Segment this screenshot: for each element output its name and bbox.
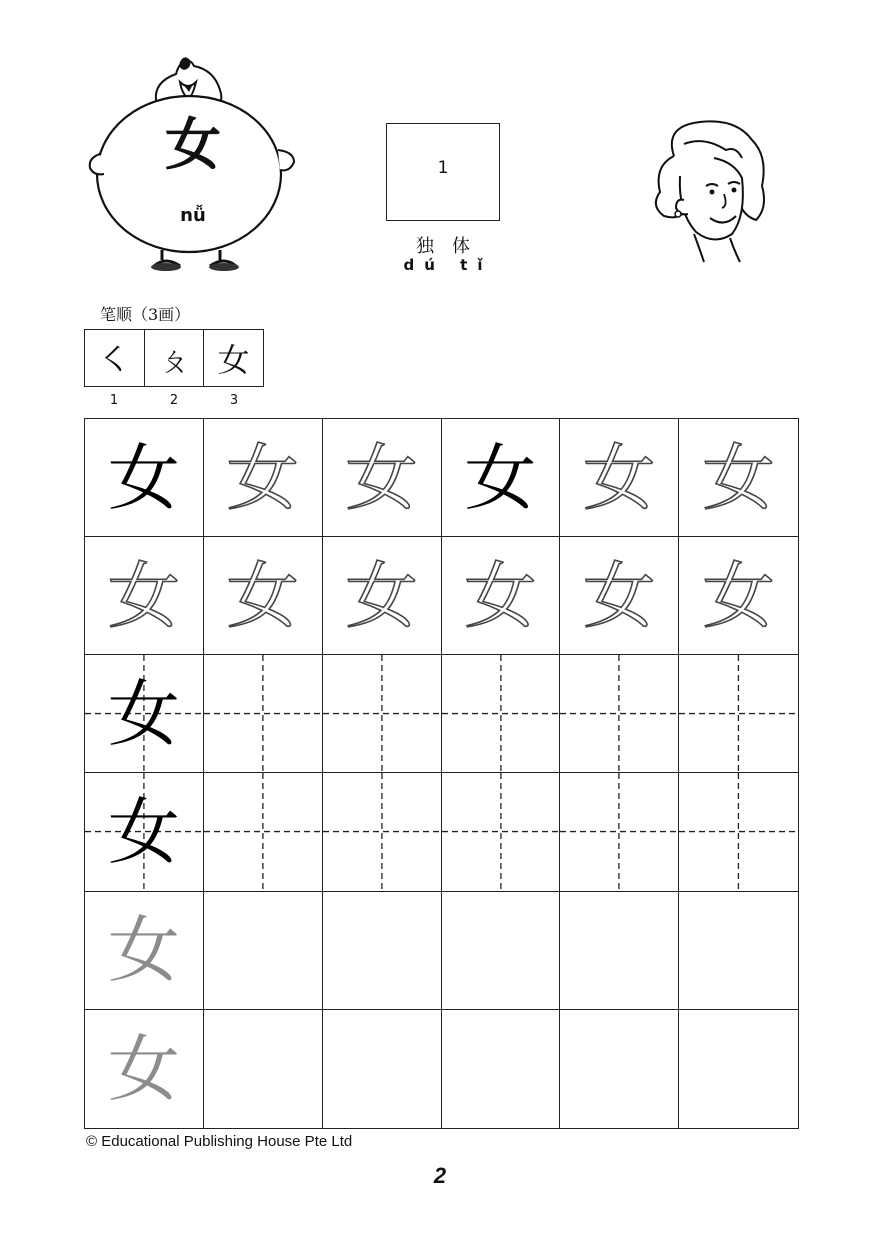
stroke-order-boxes xyxy=(84,329,264,387)
practice-cell[interactable] xyxy=(442,1010,561,1128)
practice-cell[interactable] xyxy=(560,655,679,773)
practice-character: 女 xyxy=(702,553,775,638)
practice-cell[interactable] xyxy=(442,419,561,537)
practice-cell[interactable] xyxy=(323,537,442,655)
level-number: 1 xyxy=(437,158,449,178)
stroke-order-title: 笔顺（3画） xyxy=(100,305,191,324)
practice-character: 女 xyxy=(107,435,180,520)
cell-guides xyxy=(560,655,678,772)
cell-guides xyxy=(323,773,441,890)
cell-guides xyxy=(442,655,560,772)
practice-cell[interactable] xyxy=(560,773,679,891)
cell-guides xyxy=(204,655,322,772)
stroke-step-1: ㇛ xyxy=(85,330,145,386)
practice-character: 女 xyxy=(464,435,537,520)
cell-guides xyxy=(679,655,798,772)
practice-cell[interactable] xyxy=(442,537,561,655)
practice-cell[interactable] xyxy=(323,773,442,891)
practice-grid xyxy=(84,418,799,1129)
practice-cell[interactable] xyxy=(204,773,323,891)
practice-cell[interactable] xyxy=(679,419,798,537)
cell-guides xyxy=(560,773,678,890)
practice-cell[interactable] xyxy=(323,655,442,773)
practice-character: 女 xyxy=(226,435,299,520)
practice-cell[interactable] xyxy=(85,1010,204,1128)
practice-character: 女 xyxy=(107,671,180,756)
practice-character: 女 xyxy=(107,908,180,993)
practice-cell[interactable] xyxy=(204,892,323,1010)
practice-cell[interactable] xyxy=(560,419,679,537)
practice-cell[interactable] xyxy=(679,537,798,655)
practice-character: 女 xyxy=(464,553,537,638)
stroke-step-3: 女 xyxy=(217,341,250,379)
practice-cell[interactable] xyxy=(323,1010,442,1128)
cell-guides xyxy=(204,773,322,890)
practice-cell[interactable] xyxy=(323,892,442,1010)
practice-character: 女 xyxy=(583,435,656,520)
stroke-order-numbers xyxy=(84,393,264,408)
level-label-pinyin: dú tǐ xyxy=(403,256,493,274)
stroke-number-2: 2 xyxy=(169,393,179,408)
practice-cell[interactable] xyxy=(560,1010,679,1128)
practice-cell[interactable] xyxy=(204,537,323,655)
practice-cell[interactable] xyxy=(85,655,204,773)
practice-cell[interactable] xyxy=(85,892,204,1010)
practice-character: 女 xyxy=(107,553,180,638)
practice-character: 女 xyxy=(583,553,656,638)
practice-cell[interactable] xyxy=(442,655,561,773)
practice-cell[interactable] xyxy=(85,419,204,537)
lesson-character: 女 xyxy=(165,113,221,178)
stroke-number-1: 1 xyxy=(109,393,119,408)
practice-character: 女 xyxy=(345,553,418,638)
practice-cell[interactable] xyxy=(679,773,798,891)
practice-cell[interactable] xyxy=(679,655,798,773)
stroke-step-2: ㄆ xyxy=(145,330,205,386)
practice-character: 女 xyxy=(107,790,180,875)
woman-illustration xyxy=(644,116,772,264)
cell-guides xyxy=(679,773,798,890)
practice-cell[interactable] xyxy=(204,419,323,537)
level-label-hanzi: 独体 xyxy=(416,236,488,257)
practice-cell[interactable] xyxy=(442,892,561,1010)
stroke-number-3: 3 xyxy=(229,393,239,408)
cell-guides xyxy=(442,773,560,890)
practice-character: 女 xyxy=(345,435,418,520)
cell-guides xyxy=(323,655,441,772)
practice-cell[interactable] xyxy=(560,892,679,1010)
practice-cell[interactable] xyxy=(442,773,561,891)
copyright-notice: © Educational Publishing House Pte Ltd xyxy=(86,1133,353,1150)
lesson-pinyin: nǚ xyxy=(180,205,206,226)
page-number: 2 xyxy=(433,1163,447,1188)
practice-character: 女 xyxy=(702,435,775,520)
practice-cell[interactable] xyxy=(85,537,204,655)
practice-character: 女 xyxy=(226,553,299,638)
practice-cell[interactable] xyxy=(679,1010,798,1128)
practice-cell[interactable] xyxy=(204,655,323,773)
practice-cell[interactable] xyxy=(323,419,442,537)
practice-cell[interactable] xyxy=(204,1010,323,1128)
practice-character: 女 xyxy=(107,1026,180,1111)
practice-cell[interactable] xyxy=(560,537,679,655)
practice-cell[interactable] xyxy=(679,892,798,1010)
practice-cell[interactable] xyxy=(85,773,204,891)
